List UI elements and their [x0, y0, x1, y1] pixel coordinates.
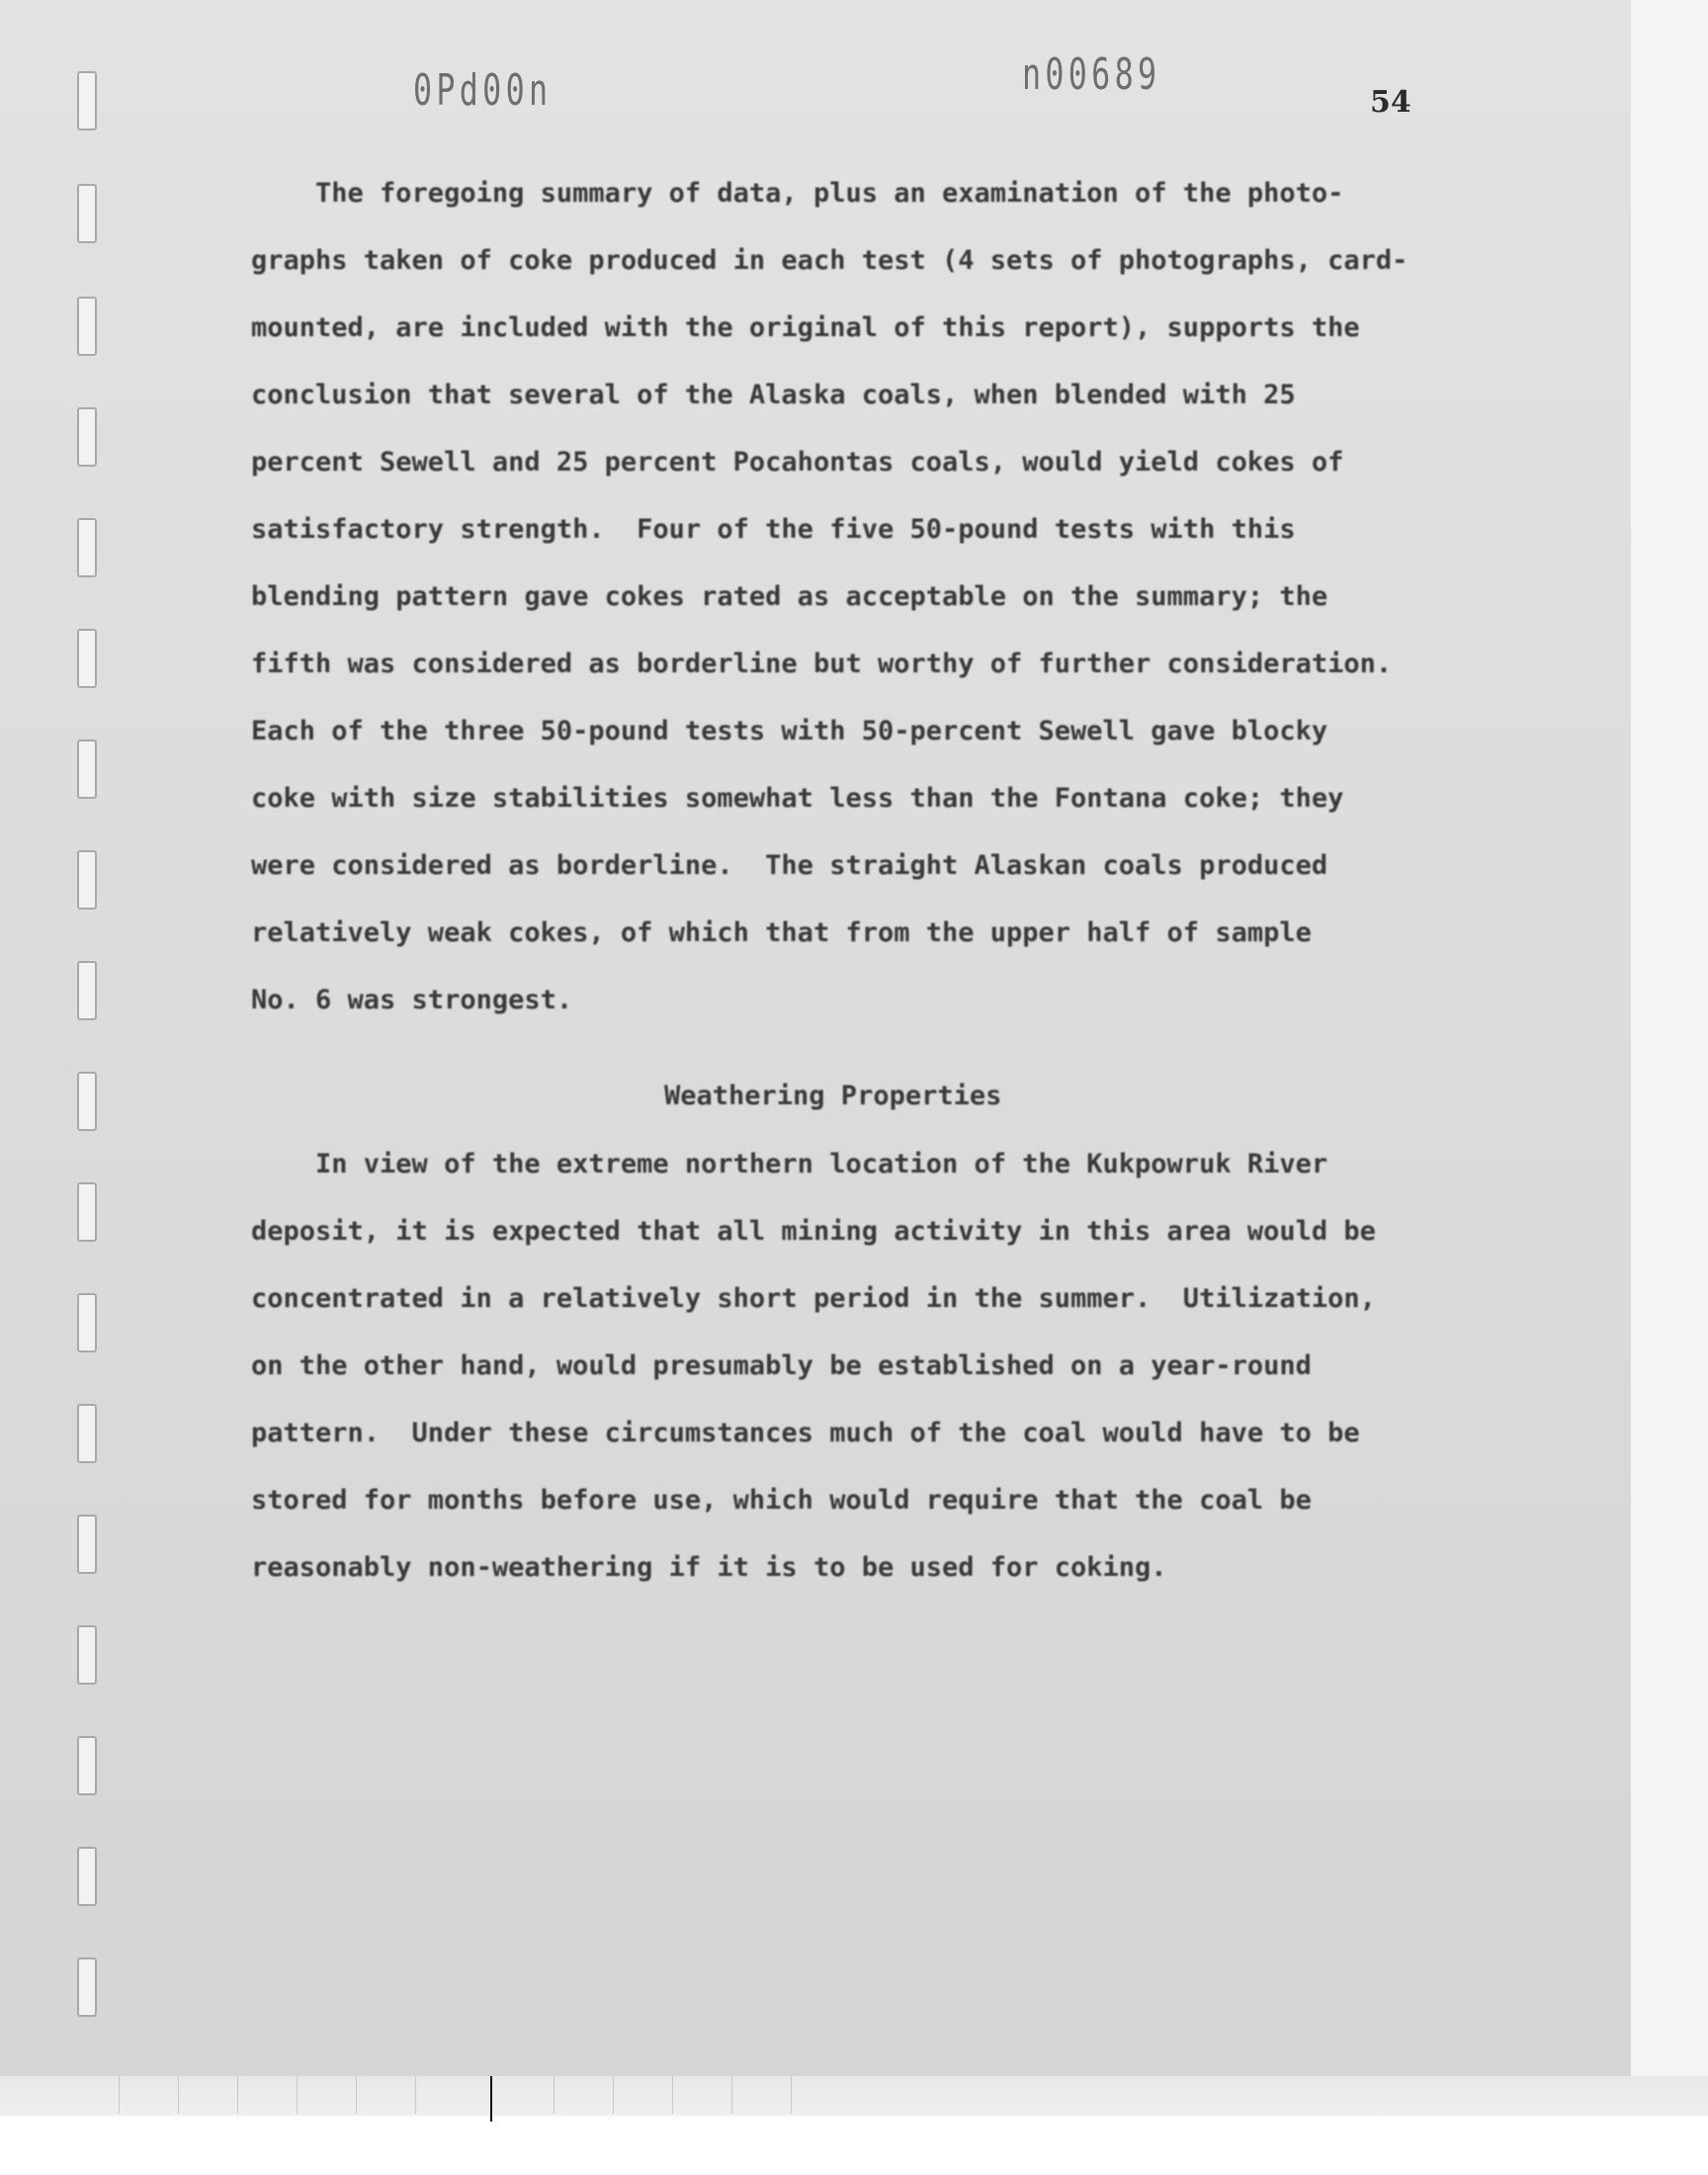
punch-hole: [77, 71, 97, 130]
margin-tick: [731, 2076, 732, 2114]
scan-margin-bottom: [0, 2076, 1708, 2116]
document-stamp-left: 0Pd00n: [413, 65, 553, 116]
text-line: mounted, are included with the original of this report), supports the: [251, 312, 1360, 343]
text-line: Each of the three 50-pound tests with 50-percent Sewell gave blocky: [251, 716, 1328, 746]
margin-tick: [297, 2076, 298, 2114]
punch-hole: [77, 1736, 97, 1795]
page-number: 54: [1370, 85, 1411, 120]
punch-hole: [77, 407, 97, 467]
punch-hole: [77, 850, 97, 910]
text-line: graphs taken of coke produced in each test (4 sets of photographs, card-: [251, 245, 1409, 276]
paragraph-summary: [251, 160, 1437, 1034]
margin-tick: [672, 2076, 673, 2114]
punch-hole: [77, 297, 97, 356]
punch-hole: [77, 629, 97, 688]
punch-hole-strip: [77, 0, 99, 2076]
text-line: coke with size stabilities somewhat less than the Fontana coke; they: [251, 783, 1344, 814]
text-line: on the other hand, would presumably be established on a year-round: [251, 1350, 1312, 1381]
document-stamp-right: n00689: [1022, 49, 1161, 100]
punch-hole: [77, 961, 97, 1020]
punch-hole: [77, 184, 97, 243]
text-line: reasonably non-weathering if it is to be used for coking.: [251, 1552, 1167, 1583]
punch-hole: [77, 1958, 97, 2017]
text-line: pattern. Under these circumstances much of the coal would have to be: [251, 1418, 1360, 1448]
punch-hole: [77, 1847, 97, 1906]
punch-hole: [77, 1515, 97, 1574]
text-line: The foregoing summary of data, plus an examination of the photo-: [251, 178, 1344, 209]
text-line: blending pattern gave cokes rated as acceptable on the summary; the: [251, 581, 1328, 612]
punch-hole: [77, 1293, 97, 1352]
margin-tick: [237, 2076, 238, 2114]
text-line: stored for months before use, which would require that the coal be: [251, 1485, 1312, 1516]
margin-tick: [554, 2076, 555, 2114]
margin-tick: [119, 2076, 120, 2114]
punch-hole: [77, 1404, 97, 1463]
text-line: concentrated in a relatively short period in the summer. Utilization,: [251, 1283, 1376, 1314]
margin-tick: [415, 2076, 416, 2114]
text-line: conclusion that several of the Alaska coals, when blended with 25: [251, 380, 1296, 410]
margin-tick: [613, 2076, 614, 2114]
text-line: relatively weak cokes, of which that from the upper half of sample: [251, 917, 1312, 948]
text-line: satisfactory strength. Four of the five 50-pound tests with this: [251, 514, 1296, 545]
margin-tick: [791, 2076, 792, 2114]
scan-fold-line: [490, 2076, 492, 2122]
text-line: percent Sewell and 25 percent Pocahontas coals, would yield cokes of: [251, 447, 1344, 478]
punch-hole: [77, 1625, 97, 1685]
punch-hole: [77, 1182, 97, 1242]
punch-hole: [77, 1072, 97, 1131]
text-line: In view of the extreme northern location of the Kukpowruk River: [251, 1149, 1328, 1179]
punch-hole: [77, 740, 97, 799]
text-line: deposit, it is expected that all mining activity in this area would be: [251, 1216, 1376, 1247]
scan-margin-right: [1631, 0, 1708, 2116]
text-line: fifth was considered as borderline but worthy of further consideration.: [251, 649, 1393, 679]
text-line: No. 6 was strongest.: [251, 985, 573, 1015]
paragraph-weathering: [251, 1131, 1437, 1602]
margin-tick: [178, 2076, 179, 2114]
section-heading: Weathering Properties: [664, 1081, 1002, 1111]
margin-tick: [356, 2076, 357, 2114]
punch-hole: [77, 518, 97, 577]
text-line: were considered as borderline. The straight Alaskan coals produced: [251, 850, 1328, 881]
